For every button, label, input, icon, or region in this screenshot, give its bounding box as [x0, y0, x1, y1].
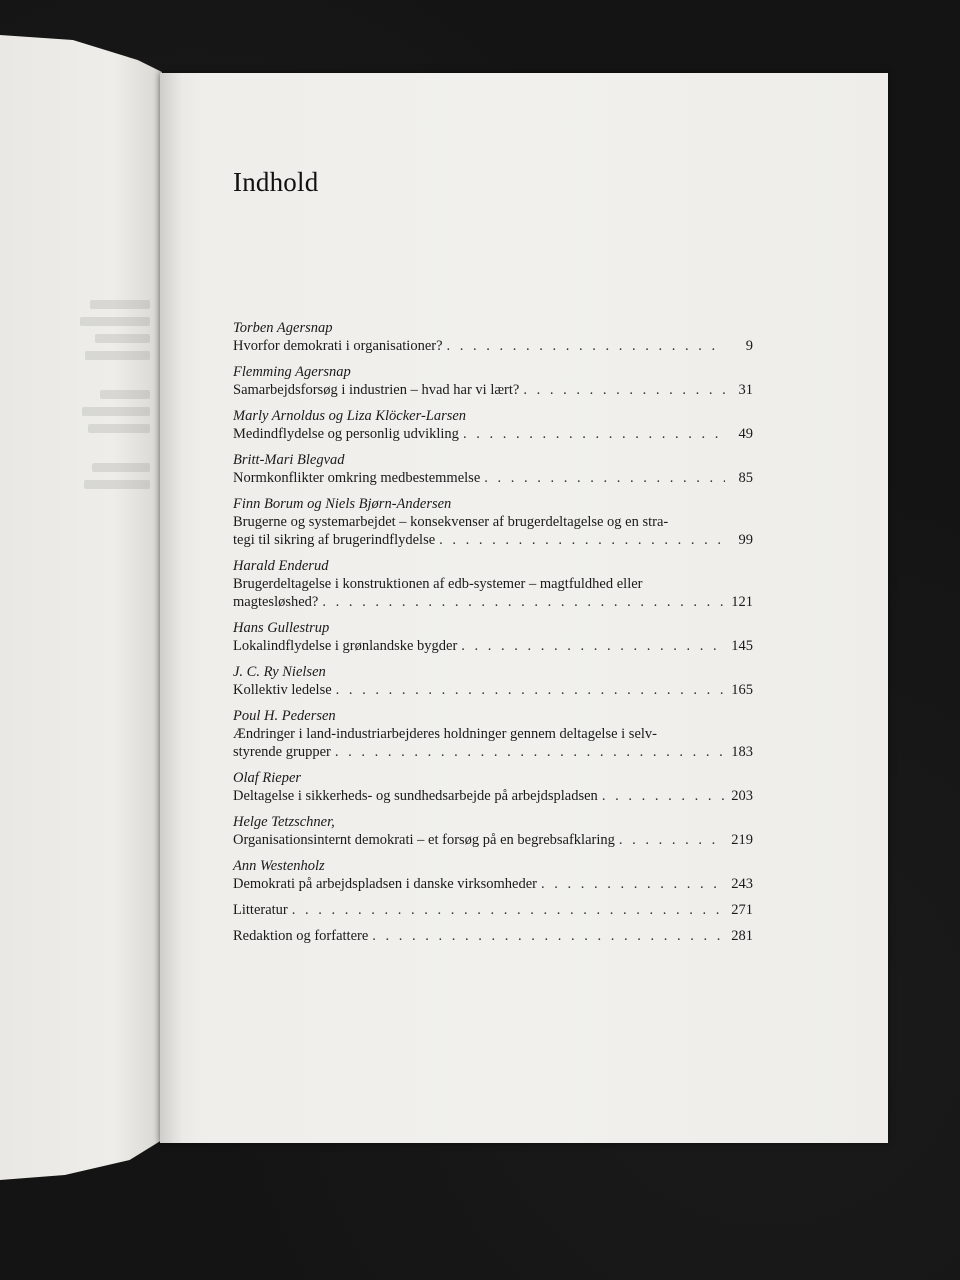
entry-title-row: [233, 381, 753, 399]
extra-page-number: 271: [731, 902, 753, 918]
toc-extra-entry: [233, 927, 753, 945]
toc-entries: [233, 319, 753, 893]
entry-page-number: 85: [738, 470, 753, 486]
entry-page-number: 9: [745, 338, 753, 354]
dot-leader: [461, 637, 725, 655]
toc-page: [160, 73, 888, 1143]
dot-leader: [372, 927, 725, 945]
toc-entry: [233, 813, 753, 849]
entry-title: magtesløshed?: [233, 594, 319, 610]
toc-entry: [233, 495, 753, 549]
entry-title: Medindflydelse og personlig udvikling: [233, 426, 459, 442]
entry-author: Olaf Rieper: [233, 770, 302, 786]
toc-entry: [233, 857, 753, 893]
toc-entry: [233, 363, 753, 399]
left-page: [0, 0, 162, 1280]
entry-page-number: 121: [731, 594, 753, 610]
left-page-bleed-through: [0, 80, 150, 880]
entry-title: Kollektiv ledelse: [233, 682, 332, 698]
dot-leader: [619, 831, 725, 849]
entry-title: Hvorfor demokrati i organisationer?: [233, 338, 443, 354]
entry-title: Organisationsinternt demokrati – et forsøg på en begrebsafklaring: [233, 832, 615, 848]
dot-leader: [523, 381, 725, 399]
dot-leader: [439, 531, 725, 549]
entry-title-line: Brugerne og systemarbejdet – konsekvenser af brugerdeltagelse og en stra-: [233, 514, 669, 530]
toc-entry: [233, 769, 753, 805]
entry-page-number: 99: [738, 532, 753, 548]
entry-author: Ann Westenholz: [233, 858, 325, 874]
entry-title: Demokrati på arbejdspladsen i danske virksomheder: [233, 876, 538, 892]
entry-title-line: Brugerdeltagelse i konstruktionen af edb-systemer – magtfuldhed eller: [233, 576, 643, 592]
entry-author: Hans Gullestrup: [233, 620, 330, 636]
toc-entry: [233, 407, 753, 443]
entry-title-row: [233, 337, 753, 355]
entry-title-row: [233, 531, 753, 549]
toc-entry: [233, 663, 753, 699]
toc-entry: [233, 707, 753, 761]
dot-leader: [322, 593, 725, 611]
dot-leader: [484, 469, 725, 487]
entry-page-number: 183: [731, 744, 753, 760]
entry-author: Marly Arnoldus og Liza Klöcker-Larsen: [233, 408, 467, 424]
entry-title: Normkonflikter omkring medbestemmelse: [233, 470, 481, 486]
entry-page-number: 145: [731, 638, 753, 654]
entry-title-row: [233, 469, 753, 487]
toc-entry: [233, 557, 753, 611]
dot-leader: [447, 337, 725, 355]
entry-title-row: [233, 743, 753, 761]
entry-title-row: [233, 593, 753, 611]
extra-page-number: 281: [731, 928, 753, 944]
entry-title-row: [233, 787, 753, 805]
toc-extra-entry: [233, 901, 753, 919]
entry-author: Torben Agersnap: [233, 320, 333, 336]
dot-leader: [292, 901, 725, 919]
entry-title-row: [233, 425, 753, 443]
entry-page-number: 49: [738, 426, 753, 442]
entry-title-row: [233, 831, 753, 849]
entry-title: Lokalindflydelse i grønlandske bygder: [233, 638, 458, 654]
entry-author: Britt-Mari Blegvad: [233, 452, 345, 468]
entry-author: Helge Tetzschner,: [233, 814, 335, 830]
entry-title-row: [233, 637, 753, 655]
entry-page-number: 243: [731, 876, 753, 892]
entry-title: Samarbejdsforsøg i industrien – hvad har vi lært?: [233, 382, 520, 398]
entry-page-number: 165: [731, 682, 753, 698]
entry-page-number: 203: [731, 788, 753, 804]
toc-entry: [233, 451, 753, 487]
dot-leader: [463, 425, 725, 443]
dot-leader: [541, 875, 725, 893]
extra-title: Litteratur: [233, 902, 288, 918]
entry-author: Finn Borum og Niels Bjørn-Andersen: [233, 496, 452, 512]
entry-title: tegi til sikring af brugerindflydelse: [233, 532, 436, 548]
entry-page-number: 219: [731, 832, 753, 848]
extra-title: Redaktion og forfattere: [233, 928, 369, 944]
dot-leader: [335, 743, 725, 761]
dot-leader: [602, 787, 725, 805]
page-heading: Indhold: [233, 167, 319, 197]
toc-entry: [233, 319, 753, 355]
entry-author: Harald Enderud: [233, 558, 329, 574]
entry-title-line: Ændringer i land-industriarbejderes holdninger gennem deltagelse i selv-: [233, 726, 657, 742]
dot-leader: [336, 681, 725, 699]
entry-author: Flemming Agersnap: [233, 364, 351, 380]
toc-entry: [233, 619, 753, 655]
table-of-contents: [233, 319, 753, 953]
toc-extras: [233, 901, 753, 945]
entry-title-row: [233, 875, 753, 893]
entry-author: Poul H. Pedersen: [233, 708, 336, 724]
entry-title: Deltagelse i sikkerheds- og sundhedsarbejde på arbejdspladsen: [233, 788, 598, 804]
entry-title-row: [233, 681, 753, 699]
entry-author: J. C. Ry Nielsen: [233, 664, 326, 680]
gutter-shadow: [160, 73, 182, 1143]
entry-title: styrende grupper: [233, 744, 331, 760]
entry-page-number: 31: [738, 382, 753, 398]
